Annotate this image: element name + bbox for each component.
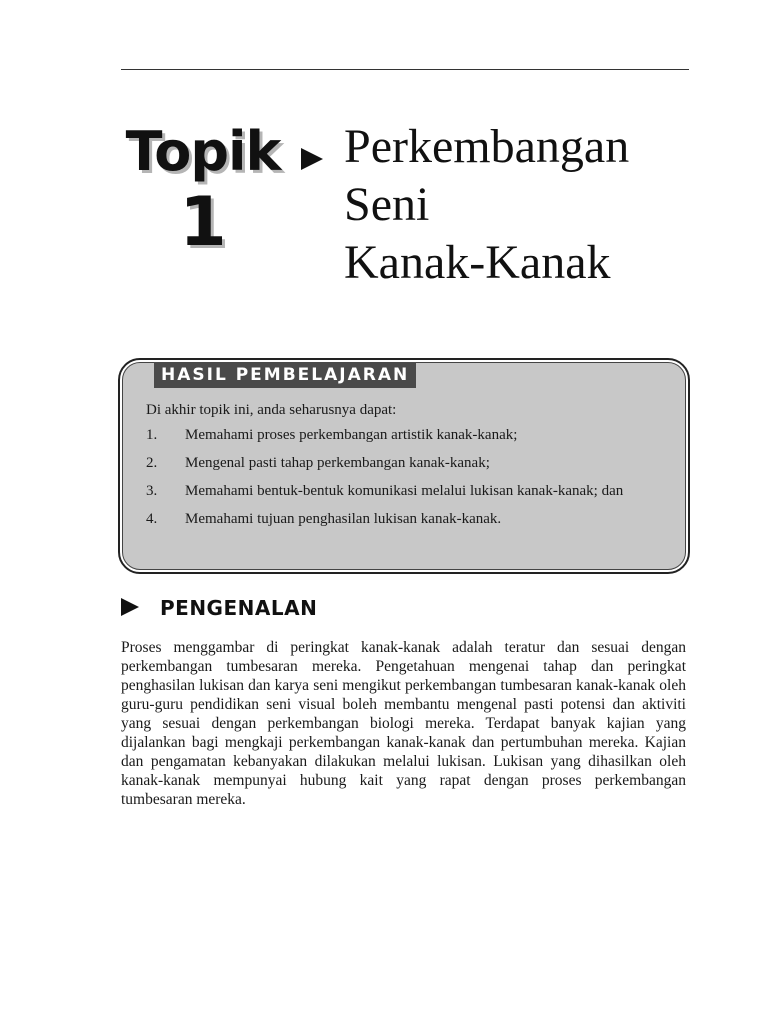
list-item-text: Memahami bentuk-bentuk komunikasi melalui lukisan kanak-kanak; dan: [185, 483, 624, 499]
topic-badge: [118, 120, 288, 260]
page-title: [344, 118, 629, 292]
list-item-number: 4.: [146, 511, 158, 527]
top-rule: [121, 69, 689, 70]
list-item: [146, 483, 676, 500]
list-item: [146, 455, 676, 472]
list-item: [146, 427, 676, 444]
page-title-line: Seni: [344, 178, 430, 231]
learning-outcomes-intro: Di akhir topik ini, anda seharusnya dapat:: [146, 402, 397, 418]
list-item: [146, 511, 676, 528]
learning-outcomes-list: [146, 427, 676, 539]
topic-number: 1: [179, 183, 227, 262]
list-item-text: Memahami tujuan penghasilan lukisan kanak-kanak.: [185, 511, 502, 527]
section-arrow-icon: [121, 598, 139, 616]
section-heading: PENGENALAN: [160, 596, 318, 620]
page-title-line: Kanak-Kanak: [344, 236, 611, 289]
page-title-line: Perkembangan: [344, 120, 630, 173]
learning-outcomes-label: HASIL PEMBELAJARAN: [154, 362, 416, 388]
list-item-number: 2.: [146, 455, 158, 471]
list-item-number: 3.: [146, 483, 158, 499]
title-arrow-icon: [301, 148, 323, 170]
topic-word: Topik: [125, 120, 281, 183]
list-item-text: Memahami proses perkembangan artistik kanak-kanak;: [185, 427, 518, 443]
section-body-paragraph: Proses menggambar di peringkat kanak-kanak adalah teratur dan sesuai dengan perkembangan tumbesaran mereka. Pengetahuan mengenai tahap dan peringkat penghasilan lukisan dan karya seni mengikut perkembangan tumbesaran kanak-kanak oleh guru-guru pendidikan seni visual boleh membantu mengenal pasti potensi dan aktiviti yang sesuai dengan perkembangan biologi mereka. Terdapat banyak kajian yang dijalankan bagi mengkaji perkembangan kanak-kanak dan pertumbuhan mereka. Kajian dan pengamatan kebanyakan dilakukan melalui lukisan. Lukisan yang dihasilkan oleh kanak-kanak mempunyai hubung kait yang rapat dengan proses perkembangan tumbesaran mereka.: [121, 639, 686, 808]
list-item-number: 1.: [146, 427, 158, 443]
list-item-text: Mengenal pasti tahap perkembangan kanak-kanak;: [185, 455, 490, 471]
